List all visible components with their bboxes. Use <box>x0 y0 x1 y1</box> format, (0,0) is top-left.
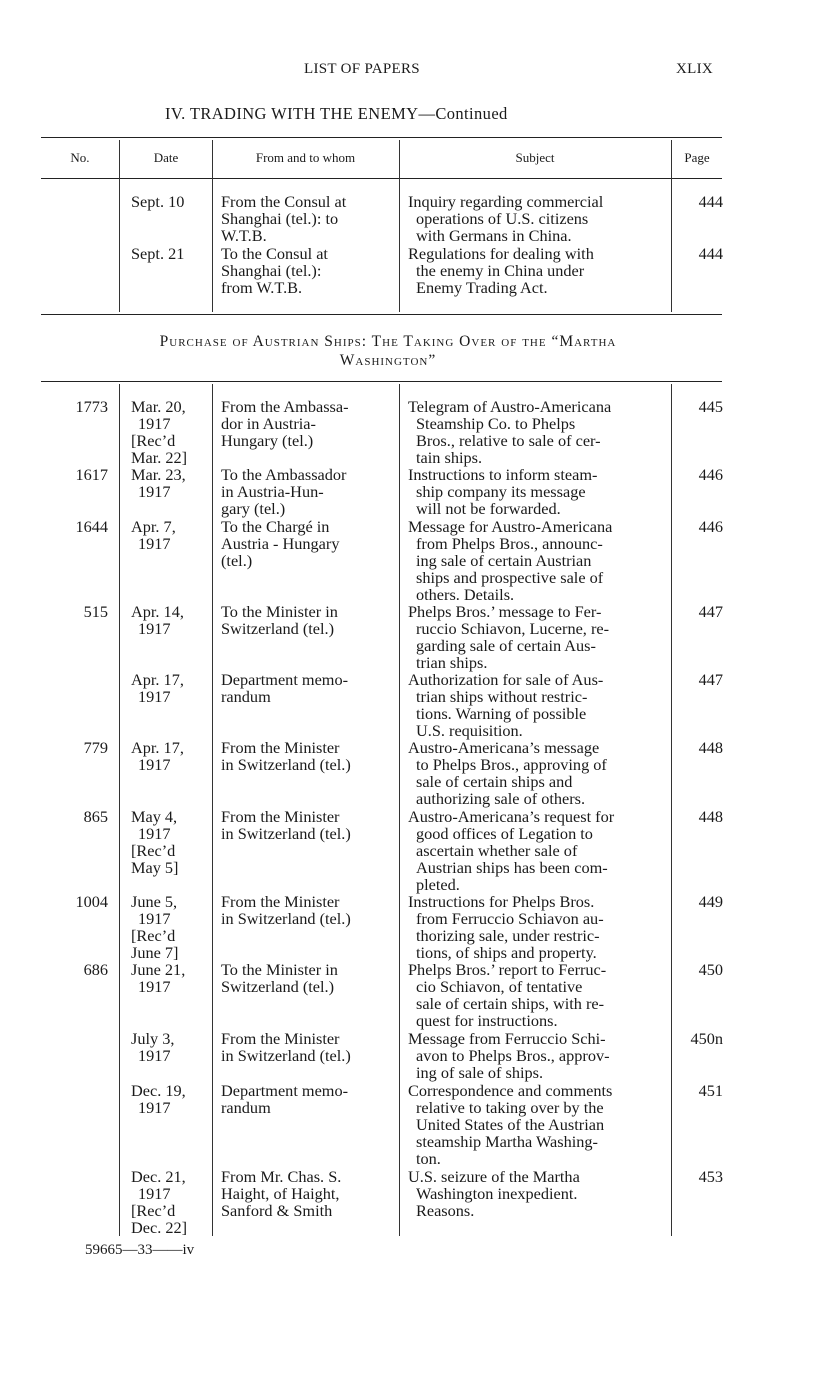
row-subject-line: Authorization for sale of Aus- <box>408 670 604 689</box>
row-from-to-line: in Switzerland (tel.) <box>221 1046 351 1065</box>
row-from-to <box>221 961 392 995</box>
row-from-to-line: Sanford & Smith <box>221 1201 333 1220</box>
row-number: 1004 <box>75 892 108 911</box>
row-subject-line: Telegram of Austro-Americana <box>408 397 612 416</box>
row-page: 446 <box>698 517 723 536</box>
signature-mark: 59665—33——iv <box>85 1242 195 1258</box>
row-subject-line: will not be forwarded. <box>416 499 561 518</box>
row-page: 451 <box>698 1081 723 1100</box>
row-number: 1617 <box>75 465 108 484</box>
row-date <box>131 893 211 961</box>
row-page: 448 <box>698 807 723 826</box>
row-date <box>131 1168 211 1236</box>
col-header-date: Date <box>153 150 179 165</box>
row-from-to <box>221 1168 392 1219</box>
column-rule <box>399 384 400 1236</box>
row-subject-line: Austrian ships has been com- <box>416 858 608 877</box>
column-rule <box>119 384 120 1236</box>
row-from-to <box>221 1030 392 1064</box>
row-subject-line: pleted. <box>416 875 460 894</box>
row-page: 450n <box>690 1029 723 1048</box>
subsection-heading-line-1: Purchase of Austrian Ships: The Taking Over of the “Martha <box>159 333 617 350</box>
row-from-to-line: To the Minister in <box>221 960 338 979</box>
row-date <box>131 961 211 995</box>
running-head-title: LIST OF PAPERS <box>304 61 420 77</box>
row-from-to-line: Switzerland (tel.) <box>221 977 335 996</box>
row-subject-line: sale of certain ships and <box>416 772 573 791</box>
row-from-to <box>221 893 392 927</box>
row-date <box>131 466 211 500</box>
row-subject <box>408 739 665 807</box>
row-subject <box>408 518 665 603</box>
row-subject-line: Enemy Trading Act. <box>416 278 548 297</box>
row-page: 445 <box>698 397 723 416</box>
row-from-to <box>221 808 392 842</box>
row-page: 447 <box>698 670 723 689</box>
row-from-to-line: To the Chargé in <box>221 517 330 536</box>
row-date-line: 1917 <box>138 687 171 706</box>
row-date-line: Mar. 22] <box>131 448 188 467</box>
row-date-line: 1917 <box>138 414 171 433</box>
col-header-no: No. <box>70 150 90 165</box>
row-subject <box>408 1030 665 1081</box>
part2-top-rule <box>41 381 722 382</box>
row-number: 1773 <box>75 397 108 416</box>
row-subject-line: United States of the Austrian <box>416 1115 605 1134</box>
row-subject-line: Austro-Americana’s request for <box>408 807 615 826</box>
row-subject-line: Reasons. <box>416 1201 475 1220</box>
row-number: 686 <box>83 960 108 979</box>
row-subject-line: ing sale of certain Austrian <box>416 551 592 570</box>
row-from-to-line: From the Minister <box>221 892 340 911</box>
row-subject-line: U.S. requisition. <box>416 721 523 740</box>
row-from-to-line: Department memo- <box>221 670 349 689</box>
row-from-to <box>221 193 392 244</box>
row-date-line: Dec. 21, <box>131 1167 186 1186</box>
row-from-to <box>221 466 392 517</box>
row-date-line: Mar. 23, <box>131 465 186 484</box>
row-subject-line: Phelps Bros.’ message to Fer- <box>408 602 602 621</box>
column-rule <box>399 140 400 312</box>
row-date-line: [Rec’d <box>131 1201 176 1220</box>
row-from-to-line: From the Ambassa- <box>221 397 349 416</box>
row-subject-line: thorizing sale, under restric- <box>416 926 600 945</box>
row-subject-line: ascertain whether sale of <box>416 841 578 860</box>
row-subject-line: garding sale of certain Aus- <box>416 636 596 655</box>
row-subject-line: avon to Phelps Bros., approv- <box>416 1046 610 1065</box>
row-from-to <box>221 518 392 569</box>
row-subject <box>408 193 665 244</box>
row-from-to-line: From the Consul at <box>221 192 347 211</box>
row-number: 515 <box>83 602 108 621</box>
row-from-to-line: dor in Austria- <box>221 414 316 433</box>
table-top-rule <box>41 137 722 138</box>
row-from-to-line: To the Consul at <box>221 244 328 263</box>
row-page: 447 <box>698 602 723 621</box>
row-date-line: July 3, <box>131 1029 175 1048</box>
row-date <box>131 1030 211 1064</box>
row-subject <box>408 398 665 466</box>
row-from-to <box>221 739 392 773</box>
col-header-from-to: From and to whom <box>255 150 356 165</box>
section-title: IV. TRADING WITH THE ENEMY—Continued <box>165 104 508 123</box>
row-subject-line: from Phelps Bros., announc- <box>416 534 603 553</box>
row-subject-line: ton. <box>416 1149 441 1168</box>
column-rule <box>212 384 213 1236</box>
col-header-page: Page <box>684 150 710 165</box>
row-subject <box>408 1082 665 1167</box>
col-header-subject: Subject <box>515 150 555 165</box>
row-date <box>131 193 211 210</box>
row-from-to-line: To the Ambassador <box>221 465 347 484</box>
row-date-line: May 5] <box>131 858 179 877</box>
row-from-to <box>221 398 392 449</box>
row-number: 865 <box>83 807 108 826</box>
row-from-to-line: From Mr. Chas. S. <box>221 1167 342 1186</box>
row-from-to-line: in Switzerland (tel.) <box>221 755 351 774</box>
row-subject-line: ing of sale of ships. <box>416 1063 544 1082</box>
row-subject-line: U.S. seizure of the Martha <box>408 1167 580 1186</box>
part1-bottom-rule <box>41 314 722 315</box>
row-date-line: Apr. 14, <box>131 602 184 621</box>
row-from-to <box>221 671 392 705</box>
row-subject-line: Washington inexpedient. <box>416 1184 578 1203</box>
row-from-to-line: Austria - Hungary <box>221 534 340 553</box>
row-subject <box>408 671 665 739</box>
row-subject-line: Austro-Americana’s message <box>408 738 600 757</box>
row-date-line: June 21, <box>131 960 186 979</box>
column-rule <box>671 384 672 1236</box>
row-date-line: 1917 <box>138 909 171 928</box>
row-subject <box>408 245 665 296</box>
row-subject-line: good offices of Legation to <box>416 824 593 843</box>
row-subject-line: ships and prospective sale of <box>416 568 604 587</box>
row-date <box>131 518 211 552</box>
row-from-to-line: Department memo- <box>221 1081 349 1100</box>
row-subject-line: ruccio Schiavon, Lucerne, re- <box>416 619 610 638</box>
row-subject-line: cio Schiavon, of tentative <box>416 977 583 996</box>
row-date-line: Sept. 10 <box>131 192 185 211</box>
row-subject-line: others. Details. <box>416 585 515 604</box>
row-subject-line: Instructions to inform steam- <box>408 465 598 484</box>
row-from-to-line: Haight, of Haight, <box>221 1184 340 1203</box>
row-from-to-line: (tel.) <box>221 551 253 570</box>
page-folio: XLIX <box>676 61 714 77</box>
row-date-line: 1917 <box>138 1046 171 1065</box>
row-date-line: 1917 <box>138 755 171 774</box>
row-from-to-line: W.T.B. <box>221 226 267 245</box>
row-date-line: Dec. 22] <box>131 1218 188 1237</box>
row-subject-line: sale of certain ships, with re- <box>416 994 605 1013</box>
row-from-to-line: randum <box>221 687 271 706</box>
row-number: 1644 <box>75 517 108 536</box>
row-subject-line: Message from Ferruccio Schi- <box>408 1029 606 1048</box>
row-subject <box>408 1168 665 1219</box>
row-page: 444 <box>698 192 723 211</box>
row-from-to-line: in Switzerland (tel.) <box>221 824 351 843</box>
row-from-to <box>221 1082 392 1116</box>
row-date-line: Apr. 17, <box>131 738 184 757</box>
column-rule <box>119 140 120 312</box>
row-date <box>131 671 211 705</box>
row-from-to-line: in Switzerland (tel.) <box>221 909 351 928</box>
row-date-line: 1917 <box>138 977 171 996</box>
row-date <box>131 1082 211 1116</box>
row-subject-line: operations of U.S. citizens <box>416 209 589 228</box>
row-from-to-line: To the Minister in <box>221 602 338 621</box>
row-subject-line: ship company its message <box>416 482 586 501</box>
row-subject <box>408 466 665 517</box>
row-date-line: May 4, <box>131 807 178 826</box>
row-from-to <box>221 603 392 637</box>
row-date-line: [Rec’d <box>131 926 176 945</box>
row-date-line: 1917 <box>138 619 171 638</box>
row-number: 779 <box>83 738 108 757</box>
row-date-line: June 7] <box>131 943 179 962</box>
row-date-line: June 5, <box>131 892 178 911</box>
row-date-line: Dec. 19, <box>131 1081 186 1100</box>
row-page: 444 <box>698 244 723 263</box>
row-subject-line: Instructions for Phelps Bros. <box>408 892 595 911</box>
row-date-line: [Rec’d <box>131 431 176 450</box>
row-from-to-line: From the Minister <box>221 807 340 826</box>
row-date-line: Sept. 21 <box>131 244 185 263</box>
row-page: 446 <box>698 465 723 484</box>
row-from-to-line: Switzerland (tel.) <box>221 619 335 638</box>
row-subject-line: with Germans in China. <box>416 226 572 245</box>
row-subject-line: the enemy in China under <box>416 261 585 280</box>
row-page: 449 <box>698 892 723 911</box>
row-date-line: 1917 <box>138 534 171 553</box>
row-subject-line: Correspondence and comments <box>408 1081 613 1100</box>
row-date-line: Apr. 17, <box>131 670 184 689</box>
row-from-to-line: Hungary (tel.) <box>221 431 314 450</box>
row-date-line: 1917 <box>138 1098 171 1117</box>
row-subject-line: from Ferruccio Schiavon au- <box>416 909 604 928</box>
row-subject-line: to Phelps Bros., approving of <box>416 755 607 774</box>
row-subject <box>408 603 665 671</box>
row-date <box>131 245 211 262</box>
row-date-line: [Rec’d <box>131 841 176 860</box>
row-subject-line: Steamship Co. to Phelps <box>416 414 576 433</box>
row-date <box>131 808 211 876</box>
row-subject-line: tain ships. <box>416 448 483 467</box>
row-subject-line: tions, of ships and property. <box>416 943 597 962</box>
row-from-to <box>221 245 392 296</box>
row-page: 453 <box>698 1167 723 1186</box>
subsection-heading <box>68 332 708 370</box>
row-from-to-line: from W.T.B. <box>221 278 303 297</box>
row-subject-line: Inquiry regarding commercial <box>408 192 604 211</box>
row-from-to-line: randum <box>221 1098 271 1117</box>
row-date-line: Apr. 7, <box>131 517 176 536</box>
row-subject-line: trian ships. <box>416 653 488 672</box>
row-date <box>131 739 211 773</box>
row-subject-line: tions. Warning of possible <box>416 704 587 723</box>
row-from-to-line: Shanghai (tel.): <box>221 261 322 280</box>
row-subject <box>408 893 665 961</box>
row-subject-line: trian ships without restric- <box>416 687 588 706</box>
row-subject-line: Bros., relative to sale of cer- <box>416 431 601 450</box>
row-date <box>131 603 211 637</box>
column-rule <box>212 140 213 312</box>
row-subject-line: Message for Austro-Americana <box>408 517 613 536</box>
row-subject <box>408 961 665 1029</box>
row-subject-line: relative to taking over by the <box>416 1098 604 1117</box>
row-date <box>131 398 211 466</box>
row-from-to-line: in Austria-Hun- <box>221 482 324 501</box>
row-from-to-line: gary (tel.) <box>221 499 286 518</box>
header-bottom-rule <box>41 178 722 179</box>
subsection-heading-line-2: Washington” <box>339 352 437 369</box>
row-date-line: 1917 <box>138 1184 171 1203</box>
row-subject-line: Regulations for dealing with <box>408 244 594 263</box>
row-subject <box>408 808 665 893</box>
row-subject-line: steamship Martha Washing- <box>416 1132 598 1151</box>
row-date-line: 1917 <box>138 482 171 501</box>
row-from-to-line: From the Minister <box>221 1029 340 1048</box>
row-from-to-line: From the Minister <box>221 738 340 757</box>
row-page: 450 <box>698 960 723 979</box>
row-subject-line: authorizing sale of others. <box>416 789 586 808</box>
row-from-to-line: Shanghai (tel.): to <box>221 209 339 228</box>
row-subject-line: Phelps Bros.’ report to Ferruc- <box>408 960 607 979</box>
row-date-line: 1917 <box>138 824 171 843</box>
row-page: 448 <box>698 738 723 757</box>
column-rule <box>671 140 672 312</box>
row-date-line: Mar. 20, <box>131 397 186 416</box>
row-subject-line: quest for instructions. <box>416 1011 558 1030</box>
